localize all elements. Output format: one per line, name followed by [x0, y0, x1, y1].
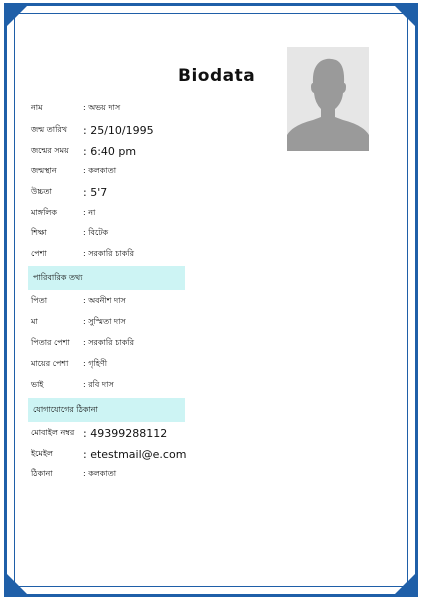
row-email: [31, 444, 186, 464]
field-value: : রবি দাস: [83, 379, 114, 389]
row-address: [31, 464, 116, 484]
field-label: জন্মের সময়: [31, 145, 69, 155]
field-label: নাম: [31, 102, 43, 112]
row-birth-time: [31, 141, 136, 161]
row-education: [31, 223, 108, 243]
field-value: : etestmail@e.com: [83, 447, 187, 461]
field-value: : সুস্মিতা দাস: [83, 316, 126, 326]
field-label: পিতা: [31, 295, 48, 305]
row-mobile: [31, 423, 167, 443]
field-label: মোবাইল নম্বর: [31, 427, 75, 437]
field-value: : বিটেক: [83, 227, 109, 237]
row-occupation: [31, 244, 134, 264]
field-value: : 49399288112: [83, 426, 168, 440]
field-label: মা: [31, 316, 38, 326]
row-mother: [31, 312, 126, 332]
field-value: : 25/10/1995: [83, 123, 154, 137]
profile-photo-placeholder: [287, 47, 369, 151]
field-label: ঠিকানা: [31, 468, 53, 478]
field-value: : কলকাতা: [83, 468, 117, 478]
section-heading-family: পারিবারিক তথ্য: [28, 266, 185, 290]
field-value: : গৃহিণী: [83, 358, 108, 368]
corner-ornament-top-right: [392, 3, 418, 29]
row-height: [31, 182, 107, 202]
field-value: : অভয় দাস: [83, 102, 121, 112]
field-label: পেশা: [31, 248, 47, 258]
page-title: Biodata: [178, 66, 256, 86]
field-value: : সরকারি চাকরি: [83, 248, 134, 258]
field-label: ইমেইল: [31, 448, 53, 458]
field-value: : 6:40 pm: [83, 144, 137, 158]
row-birth-date: [31, 120, 154, 140]
field-value: : 5'7: [83, 185, 108, 199]
section-heading-contact: যোগাযোগের ঠিকানা: [28, 398, 185, 422]
row-mother-occupation: [31, 354, 107, 374]
row-brother: [31, 375, 114, 395]
field-value: : সরকারি চাকরি: [83, 337, 134, 347]
field-label: পিতার পেশা: [31, 337, 70, 347]
row-birth-place: [31, 161, 116, 181]
field-label: উচ্চতা: [31, 186, 52, 196]
field-label: শিক্ষা: [31, 227, 47, 237]
corner-ornament-bottom-right: [392, 571, 418, 597]
corner-ornament-top-left: [4, 3, 30, 29]
field-value: : কলকাতা: [83, 165, 117, 175]
field-label: ভাই: [31, 379, 44, 389]
field-value: : না: [83, 207, 96, 217]
person-silhouette-icon: [287, 47, 369, 151]
field-label: মাঙ্গলিক: [31, 207, 57, 217]
row-father-occupation: [31, 333, 134, 353]
row-manglik: [31, 203, 95, 223]
row-father: [31, 291, 126, 311]
field-label: জন্মস্থান: [31, 165, 57, 175]
field-label: জন্ম তারিখ: [31, 124, 68, 134]
row-name: [31, 98, 120, 118]
field-value: : অবনীশ দাস: [83, 295, 126, 305]
corner-ornament-bottom-left: [4, 571, 30, 597]
field-label: মায়ের পেশা: [31, 358, 69, 368]
